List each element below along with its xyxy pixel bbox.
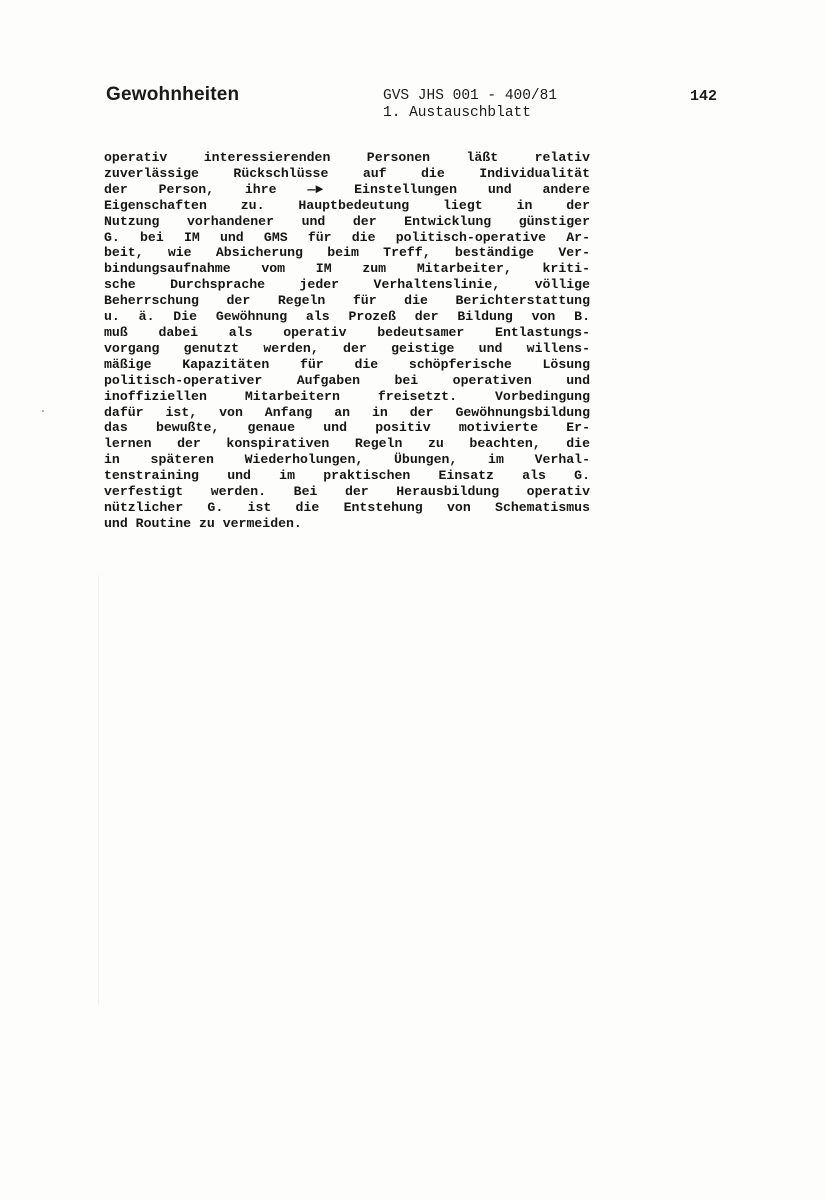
text-line: Eigenschaften zu. Hauptbedeutung liegt in der	[104, 197, 590, 213]
body-text	[104, 150, 590, 532]
document-reference	[383, 88, 557, 122]
text-line: der Person, ihre —► Einstellungen und andere	[104, 181, 590, 197]
text-line: tenstraining und im praktischen Einsatz als G.	[104, 468, 590, 484]
text-line: lernen der konspirativen Regeln zu beachten, die	[104, 436, 590, 452]
text-line: politisch-operativer Aufgaben bei operativen und	[104, 372, 590, 388]
text-line: und Routine zu vermeiden.	[104, 515, 302, 531]
text-line: nützlicher G. ist die Entstehung von Schematismus	[104, 499, 590, 515]
text-line: mäßige Kapazitäten für die schöpferische Lösung	[104, 356, 590, 372]
text-line: inoffiziellen Mitarbeitern freisetzt. Vorbedingung	[104, 388, 590, 404]
text-line: u. ä. Die Gewöhnung als Prozeß der Bildung von B.	[104, 309, 590, 325]
page-number: 142	[690, 88, 718, 105]
text-line: zuverlässige Rückschlüsse auf die Individualität	[104, 165, 590, 181]
text-line: muß dabei als operativ bedeutsamer Entlastungs-	[104, 324, 590, 340]
entry-heading: Gewohnheiten	[106, 84, 240, 105]
text-line: vorgang genutzt werden, der geistige und willens-	[104, 340, 590, 356]
text-line: beit, wie Absicherung beim Treff, beständige Ver-	[104, 245, 590, 261]
reference-number: GVS JHS 001 - 400/81	[383, 88, 558, 104]
text-line: bindungsaufnahme vom IM zum Mitarbeiter, kriti-	[104, 261, 590, 277]
exchange-sheet-note: 1. Austauschblatt	[383, 105, 531, 121]
text-line: Nutzung vorhandener und der Entwicklung günstiger	[104, 213, 590, 229]
text-line: sche Durchsprache jeder Verhaltenslinie, völlige	[104, 277, 590, 293]
text-line: in späteren Wiederholungen, Übungen, im Verhal-	[104, 452, 590, 468]
text-line: dafür ist, von Anfang an in der Gewöhnungsbildung	[104, 404, 590, 420]
scan-shadow-line	[98, 575, 99, 1005]
text-line: G. bei IM und GMS für die politisch-operative Ar-	[104, 229, 590, 245]
scan-speck	[42, 410, 44, 412]
text-line: verfestigt werden. Bei der Herausbildung operativ	[104, 484, 590, 500]
text-line: das bewußte, genaue und positiv motivierte Er-	[104, 420, 590, 436]
text-line: operativ interessierenden Personen läßt relativ	[104, 150, 590, 165]
text-line: Beherrschung der Regeln für die Berichterstattung	[104, 293, 590, 309]
